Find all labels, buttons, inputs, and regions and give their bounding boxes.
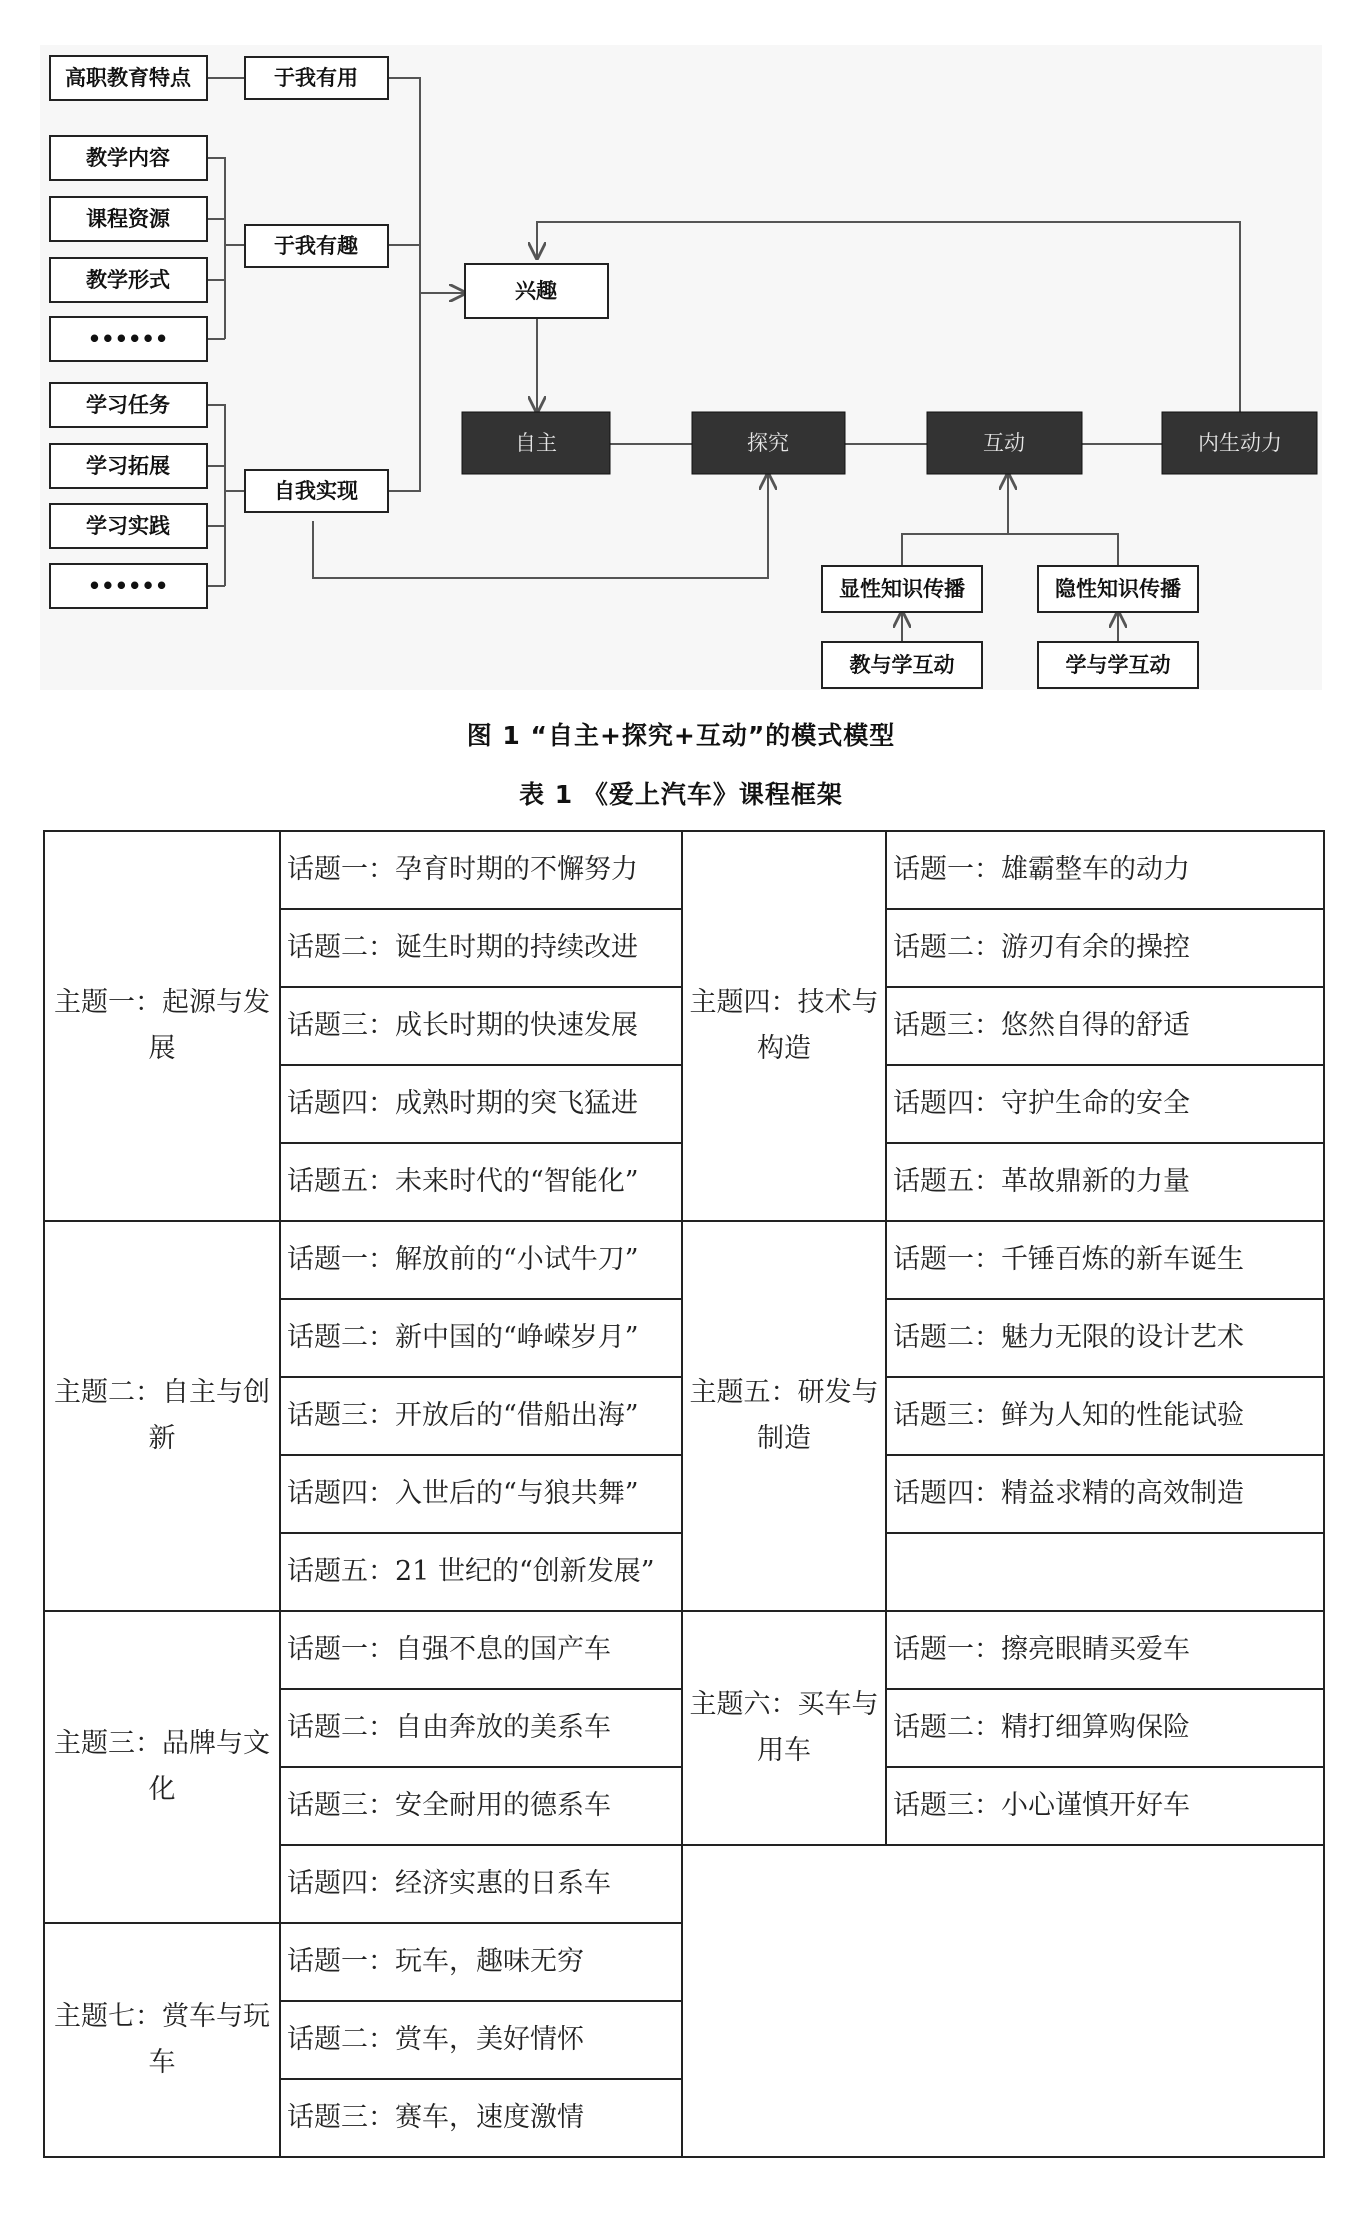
topic-cell: 话题二：诞生时期的持续改进 xyxy=(280,909,682,987)
table-row xyxy=(44,831,1324,909)
topic-cell: 话题一：自强不息的国产车 xyxy=(280,1611,682,1689)
left-box-label: •••••• xyxy=(87,574,169,598)
spread-label: 显性知识传播 xyxy=(839,577,965,601)
topic-cell: 话题一：解放前的“小试牛刀” xyxy=(280,1221,682,1299)
topic-cell: 话题五：21 世纪的“创新发展” xyxy=(280,1533,682,1611)
topic-cell: 话题三：安全耐用的德系车 xyxy=(280,1767,682,1845)
left-box-label: 学习任务 xyxy=(86,393,170,417)
left-box-label: 教学内容 xyxy=(86,146,170,170)
topic-cell: 话题一：雄霸整车的动力 xyxy=(886,831,1324,909)
figure-caption: 图 1 “自主+探究+互动”的模式模型 xyxy=(466,721,896,750)
chain-label: 内生动力 xyxy=(1198,431,1282,455)
mid-box-label: 于我有趣 xyxy=(274,234,358,258)
topic-cell: 话题一：千锤百炼的新车诞生 xyxy=(886,1221,1324,1299)
topic-cell: 话题二：自由奔放的美系车 xyxy=(280,1689,682,1767)
topic-cell: 话题三：开放后的“借船出海” xyxy=(280,1377,682,1455)
topic-cell: 话题三：小心谨慎开好车 xyxy=(886,1767,1324,1845)
topic-cell: 话题四：精益求精的高效制造 xyxy=(886,1455,1324,1533)
left-box-label: •••••• xyxy=(87,327,169,351)
left-box-label: 学习拓展 xyxy=(86,454,170,478)
table-row xyxy=(44,1221,1324,1299)
topic-cell: 话题五：革故鼎新的力量 xyxy=(886,1143,1324,1221)
topic-cell: 话题一：擦亮眼睛买爱车 xyxy=(886,1611,1324,1689)
empty-cell xyxy=(682,1845,1324,2157)
course-framework-table xyxy=(43,830,1325,2158)
left-box-label: 学习实践 xyxy=(86,514,170,538)
table-caption: 表 1 《爱上汽车》课程框架 xyxy=(519,780,843,809)
interest-label: 兴趣 xyxy=(515,279,557,303)
topic-cell: 话题一：孕育时期的不懈努力 xyxy=(280,831,682,909)
topic-cell: 话题二：魅力无限的设计艺术 xyxy=(886,1299,1324,1377)
topic-cell: 话题三：悠然自得的舒适 xyxy=(886,987,1324,1065)
topic-cell: 话题三：成长时期的快速发展 xyxy=(280,987,682,1065)
empty-cell xyxy=(886,1533,1324,1611)
topic-cell: 话题四：成熟时期的突飞猛进 xyxy=(280,1065,682,1143)
theme-cell: 主题三：品牌与文化 xyxy=(44,1611,280,1923)
topic-cell: 话题二：赏车，美好情怀 xyxy=(280,2001,682,2079)
interact-label: 教与学互动 xyxy=(849,653,955,677)
spread-label: 隐性知识传播 xyxy=(1055,577,1181,601)
topic-cell: 话题二：游刃有余的操控 xyxy=(886,909,1324,987)
interact-label: 学与学互动 xyxy=(1065,653,1171,677)
left-box-label: 课程资源 xyxy=(86,207,170,231)
theme-cell: 主题四：技术与构造 xyxy=(682,831,886,1221)
theme-cell: 主题七：赏车与玩车 xyxy=(44,1923,280,2157)
left-box-label: 教学形式 xyxy=(86,268,170,292)
model-diagram xyxy=(0,0,1362,700)
topic-cell: 话题二：新中国的“峥嵘岁月” xyxy=(280,1299,682,1377)
topic-cell: 话题四：入世后的“与狼共舞” xyxy=(280,1455,682,1533)
mid-box-label: 自我实现 xyxy=(274,479,358,503)
theme-cell: 主题二：自主与创新 xyxy=(44,1221,280,1611)
chain-label: 互动 xyxy=(983,431,1025,455)
theme-cell: 主题六：买车与用车 xyxy=(682,1611,886,1845)
topic-cell: 话题三：鲜为人知的性能试验 xyxy=(886,1377,1324,1455)
topic-cell: 话题一：玩车，趣味无穷 xyxy=(280,1923,682,2001)
topic-cell: 话题四：守护生命的安全 xyxy=(886,1065,1324,1143)
mid-box-label: 于我有用 xyxy=(274,66,358,90)
topic-cell: 话题二：精打细算购保险 xyxy=(886,1689,1324,1767)
chain-label: 自主 xyxy=(515,431,557,455)
theme-cell: 主题一：起源与发展 xyxy=(44,831,280,1221)
topic-cell: 话题三：赛车，速度激情 xyxy=(280,2079,682,2157)
left-box-label: 高职教育特点 xyxy=(65,66,191,90)
table-row xyxy=(44,1611,1324,1689)
chain-label: 探究 xyxy=(747,431,789,455)
theme-cell: 主题五：研发与制造 xyxy=(682,1221,886,1611)
topic-cell: 话题五：未来时代的“智能化” xyxy=(280,1143,682,1221)
topic-cell: 话题四：经济实惠的日系车 xyxy=(280,1845,682,1923)
